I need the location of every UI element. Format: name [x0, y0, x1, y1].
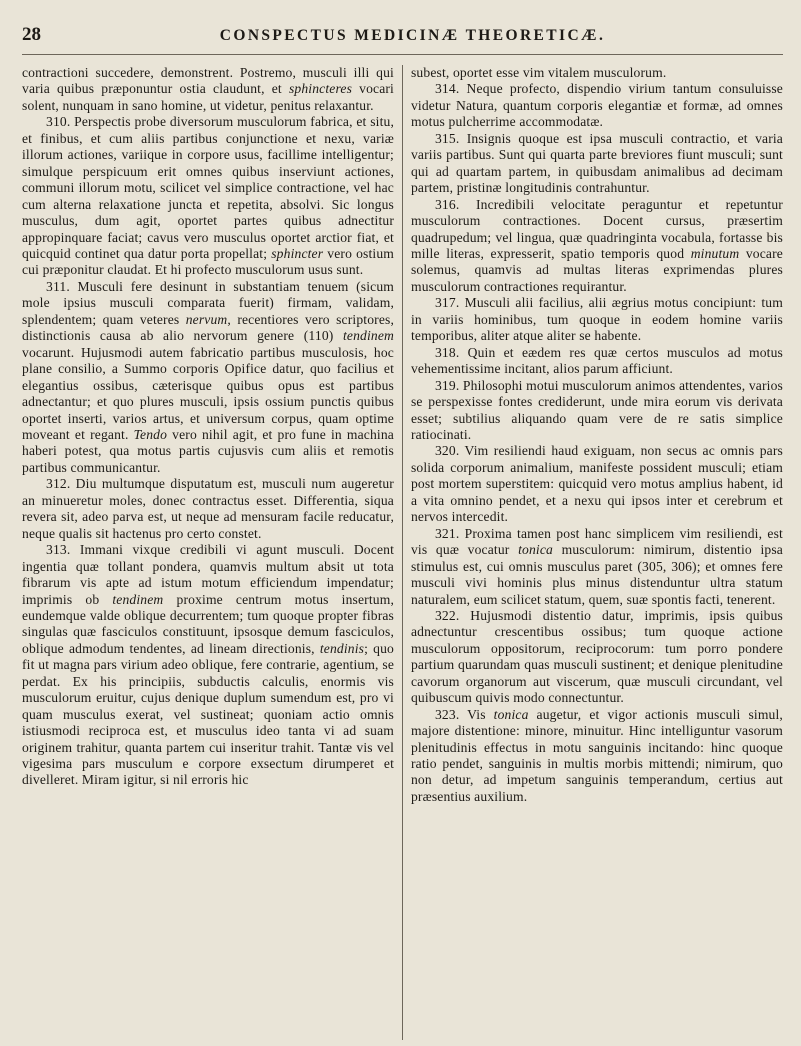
text-run: 312. Diu multumque disputatum est, musculi num augeretur an minueretur moles, donec contractus esset. Differentia, siqua revera sit, adeo parva est, ut neque ad mensuram facile reducatur, neque qualis sit hactenus pro certo constet.	[22, 476, 394, 541]
text-run: subest, oportet esse vim vitalem musculorum.	[410, 65, 667, 80]
paragraph	[411, 131, 783, 197]
paragraph	[411, 526, 783, 608]
italic-term: Tendo	[133, 426, 168, 442]
text-run: 316. Incredibili velocitate peraguntur et repetuntur musculorum contractiones. Docent cursus, præsertim quadrupedum; vel lingua, quæ quadringinta vocabula, fortasse bis mille literas, expresserit, spatio temporis quod	[410, 196, 783, 261]
text-run: vocari solent, nunquam in sano homine, ut videtur, penitus relaxantur.	[22, 81, 394, 113]
text-run: proxime centrum motus insertum, eundemque valde oblique decurrentem; tum quoque propter fibras singulas quæ fasciculos constituunt, ipsosque demum fasciculos, oblique admodum tendentes, ad lineam directionis,	[22, 591, 394, 656]
text-run: ; quo fit ut magna pars virium adeo oblique, fere contrarie, agentium, se perdat. Ex his principiis, subductis calculis, enormis vis musculorum eruitur, cujus denique duplum sumendum est, pro vi quam musculus exerat, vel sustineat; quoniam actio omnis istiusmodi reciproca est, et musculus ideo tanta vi ad suam originem trahitur, quanta partem cui inseritur trahit. Tantæ vis vel vigesima pars musculum e corpore exsectum dirumperet et divelleret. Miram igitur, si nil erroris hic	[22, 640, 394, 788]
text-run: musculorum: nimirum, distentio ipsa stimulus est, cui omnis musculus paret (305, 306); et omnes fere musculi vivi hominis plus minus distenduntur ultra statum naturalem, eum scilicet statum, quem, suæ spontis facti, tenerent.	[410, 542, 783, 607]
page-number: 28	[22, 24, 41, 45]
paragraph	[411, 345, 783, 378]
italic-term: nervum	[185, 311, 228, 327]
left-column	[22, 65, 394, 1045]
italic-term: tendinem	[112, 591, 164, 607]
paragraph	[411, 707, 783, 806]
text-run: augetur, et vigor actionis musculi simul, majore distentione: minore, minuitur. Hinc intelliguntur vasorum plenitudinis effectus in motu sanguinis incitando: hinc quoque ratio pendet, sanguinis in multis morbis mittendi; nimirum, quo non detur, ad impetum sanguinis temperandum, certius aut præsentius auxilium.	[410, 706, 783, 804]
paragraph	[411, 81, 783, 130]
paragraph	[411, 443, 783, 525]
italic-term: tonica	[518, 542, 553, 558]
text-run: vero nihil agit, et pro fune in machina haberi potest, qua motus partis cujusvis cum aliis et remotis partibus communicantur.	[22, 426, 394, 475]
text-run: 314. Neque profecto, dispendio virium tantum consuluisse videtur Natura, quantum corporis elegantiæ et formæ, ad omnes motus pulcherrime accommodatæ.	[410, 81, 783, 130]
text-run: vero ostium cui præponitur claudat. Et hi profecto musculorum usus sunt.	[22, 245, 394, 278]
column-divider	[402, 65, 403, 1040]
paragraph	[22, 279, 394, 476]
running-title: CONSPECTUS MEDICINÆ THEORETICÆ.	[219, 27, 606, 44]
paragraph	[411, 197, 783, 296]
text-run: 323. Vis	[434, 706, 494, 722]
text-run: 310. Perspectis probe diversorum musculorum fabrica, et situ, et finibus, et cum aliis partibus conjunctione et nexu, variæ illorum actiones, variique in corpore usus, facillime intelligentur; simulque perspicuum erit omnes quibus inserviunt actiones, communi illorum motu, scilicet vel simplice contractione, vel hac cum alterna relaxatione juncta et repetita, absolvi. Sic longus musculus, dum agit, oportet partes quibus adnectitur appropinquare faciat; cavus vero musculus oportet arctior fiat, et quicquid continet qua datur porta propellat;	[22, 114, 394, 261]
italic-term: tonica	[493, 706, 529, 722]
text-run: 319. Philosophi motui musculorum animos attendentes, varios se perspexisse fontes crediderunt, unde mira eorum vis derivata esset; subtilius aliquando quam vere de re satis simplice ratiocinati.	[410, 377, 783, 442]
paragraph	[22, 476, 394, 542]
text-run: contractioni succedere, demonstrent. Postremo, musculi illi qui varia quibus præponuntur ostia claudunt, et	[22, 65, 394, 97]
text-run: 321. Proxima tamen post hanc simplicem vim resiliendi, est vis quæ vocatur	[410, 525, 783, 558]
paragraph	[22, 542, 394, 789]
page-header	[22, 24, 783, 55]
text-run: 322. Hujusmodi distentio datur, imprimis, ipsis quibus adnectuntur crescentibus ossibus; tum quoque actione musculorum oppositorum, reciprocorum: tum porro pondere partium quarundam quas musculi sustinent; et denique plenitudine cavorum organorum aut viscerum, quæ musculi circundant, vel quibuscum quivis modo connectuntur.	[410, 607, 783, 706]
text-run: vocare solemus, quamvis ad multas literas exprimendas plures musculorum contractiones requirantur.	[410, 245, 783, 294]
paragraph	[411, 295, 783, 344]
text-run: , recentiores vero scriptores, distinctionis causa ab alio nervorum genere (110)	[22, 311, 394, 344]
italic-term: minutum	[690, 245, 740, 261]
paragraph	[411, 608, 783, 707]
text-run: 311. Musculi fere desinunt in substantiam tenuem (sicum mole ipsius musculi comparata fuerit) firmam, validam, splendentem; quam veteres	[22, 278, 394, 327]
text-run: vocarunt. Hujusmodi autem fabricatio partibus musculosis, hoc plane consilio, a Summo corporis Opifice datur, quo facilius et elegantius ossibus, cæterisque quibus opus est partibus adnectantur; et quo plures musculi, ipsis ossium punctis quibus oportet inserti, varios artus, et universum corpus, quam optime moveant et regant.	[22, 344, 394, 442]
text-run: 317. Musculi alii facilius, alii ægrius motus concipiunt: tum in variis hominibus, tum quoque in eodem homine variis temporibus, aliter atque aliter se habente.	[410, 295, 783, 344]
text-columns	[22, 65, 783, 1045]
paragraph-continued	[411, 65, 783, 81]
paragraph	[22, 114, 394, 279]
italic-term: sphincter	[271, 245, 324, 261]
italic-term: sphincteres	[288, 81, 353, 97]
text-run: 313. Immani vixque credibili vi agunt musculi. Docent ingentia quæ tollant pondera, quamvis multum absit ut tota fibrarum vis apte ad istum motum efficiendum impendatur; imprimis ob	[22, 542, 394, 607]
text-run: 318. Quin et eædem res quæ certos musculos ad motus vehementissime incitant, alios parum afficiunt.	[410, 344, 783, 377]
italic-term: tendinem	[342, 328, 394, 344]
paragraph-continued	[22, 65, 394, 114]
text-run: 315. Insignis quoque est ipsa musculi contractio, et varia variis partibus. Sunt qui quarta parte breviores fiunt musculi; sunt qui ad quartam partem, in quibusdam animalibus ad decimam partem, pristinæ longitudinis contrahuntur.	[410, 130, 783, 196]
paragraph	[411, 378, 783, 444]
text-run: 320. Vim resiliendi haud exiguam, non secus ac omnis pars solida corporum animalium, manifeste possident musculi; etiam post mortem superstitem: quicquid vero motus amplius habent, id a vita omnino pendet, et a nexu qui ipsos inter et cerebrum et nervos intercedit.	[410, 443, 783, 525]
right-column	[411, 65, 783, 1045]
italic-term: tendinis	[319, 640, 365, 656]
